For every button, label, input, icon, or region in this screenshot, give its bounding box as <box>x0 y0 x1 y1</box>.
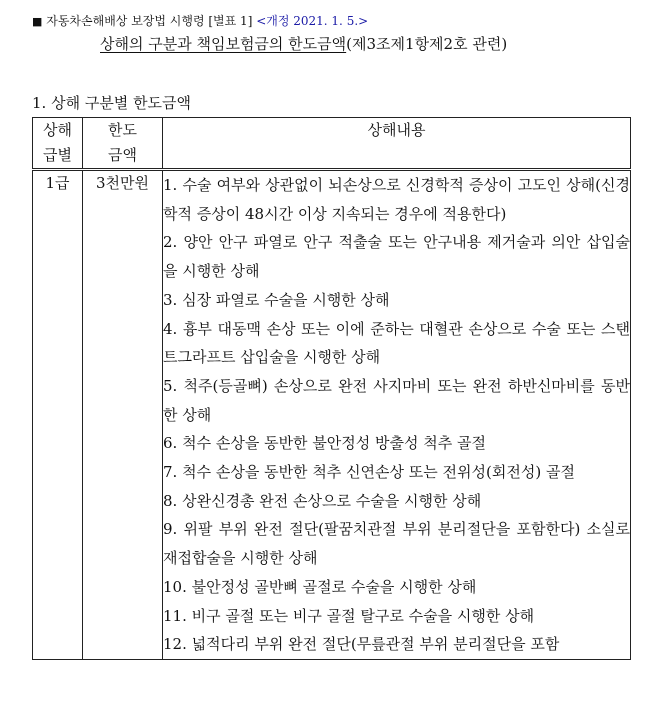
list-item <box>163 286 630 315</box>
item-text: 심장 파열로 수술을 시행한 상해 <box>182 290 390 309</box>
list-item <box>163 573 630 602</box>
item-number: 7. <box>163 463 178 482</box>
item-text: 상완신경총 완전 손상으로 수술을 시행한 상해 <box>182 491 482 510</box>
appendix-header <box>32 12 368 29</box>
document-title <box>100 33 507 54</box>
list-item <box>163 602 630 631</box>
item-text: 위팔 부위 완전 절단(팔꿈치관절 부위 분리절단을 포함한다) 소실로 재접합술을 시행한 상해 <box>163 520 630 568</box>
list-item <box>163 228 630 285</box>
item-text: 수술 여부와 상관없이 뇌손상으로 신경학적 증상이 고도인 상해(신경학적 증상이 48시간 이상 지속되는 경우에 적용한다) <box>163 176 630 223</box>
list-item <box>163 630 630 659</box>
header-limit-line1: 한도 <box>108 121 137 139</box>
item-text: 흉부 대동맥 손상 또는 이에 준하는 대혈관 손상으로 수술 또는 스탠트그라프트 삽입술을 시행한 상해 <box>163 319 630 367</box>
list-item <box>163 171 630 228</box>
limit-cell: 3천만원 <box>83 170 163 660</box>
item-number: 4. <box>163 319 178 338</box>
table-header-row <box>33 118 631 170</box>
item-text: 비구 골절 또는 비구 골절 탈구로 수술을 시행한 상해 <box>191 606 535 625</box>
item-text: 양안 안구 파열로 안구 적출술 또는 안구내용 제거술과 의안 삽입술을 시행한 상해 <box>163 233 630 281</box>
item-number: 2. <box>163 233 178 252</box>
revision-date: <개정 2021. 1. 5.> <box>256 14 369 28</box>
list-item <box>163 429 630 458</box>
item-number: 9. <box>163 520 178 539</box>
item-number: 10. <box>163 577 187 596</box>
item-number: 1. <box>163 176 178 194</box>
item-number: 3. <box>163 290 178 309</box>
header-grade-line1: 상해 <box>43 121 72 139</box>
item-number: 12. <box>163 635 187 654</box>
header-grade <box>33 118 83 170</box>
list-item <box>163 458 630 487</box>
header-grade-line2: 급별 <box>43 146 72 164</box>
law-reference: 자동차손해배상 보장법 시행령 [별표 1] <box>46 14 253 28</box>
list-item <box>163 515 630 572</box>
item-text: 척주(등골뼈) 손상으로 완전 사지마비 또는 완전 하반신마비를 동반한 상해 <box>163 376 630 424</box>
table-row <box>33 170 631 660</box>
content-cell <box>163 170 631 660</box>
list-item <box>163 487 630 516</box>
injury-limit-table <box>32 117 631 660</box>
header-limit-line2: 금액 <box>108 146 137 164</box>
item-number: 8. <box>163 491 178 510</box>
item-text: 넓적다리 부위 완전 절단(무릎관절 부위 분리절단을 포함 <box>191 635 560 654</box>
item-text: 불안정성 골반뼈 골절로 수술을 시행한 상해 <box>191 577 477 596</box>
item-number: 6. <box>163 434 178 453</box>
injury-list <box>163 171 630 659</box>
title-reference: (제3조제1항제2호 관련) <box>346 35 508 53</box>
title-main: 상해의 구분과 책임보험금의 한도금액 <box>100 35 347 53</box>
square-bullet-icon: ■ <box>32 15 43 28</box>
item-text: 척수 손상을 동반한 불안정성 방출성 척추 골절 <box>182 434 487 453</box>
item-number: 5. <box>163 376 178 395</box>
list-item <box>163 315 630 372</box>
header-content: 상해내용 <box>163 118 631 170</box>
section-title: 1. 상해 구분별 한도금액 <box>32 94 192 112</box>
item-text: 척수 손상을 동반한 척추 신연손상 또는 전위성(회전성) 골절 <box>182 463 575 482</box>
header-limit <box>83 118 163 170</box>
grade-cell: 1급 <box>33 170 83 660</box>
list-item <box>163 372 630 429</box>
item-number: 11. <box>163 606 187 625</box>
